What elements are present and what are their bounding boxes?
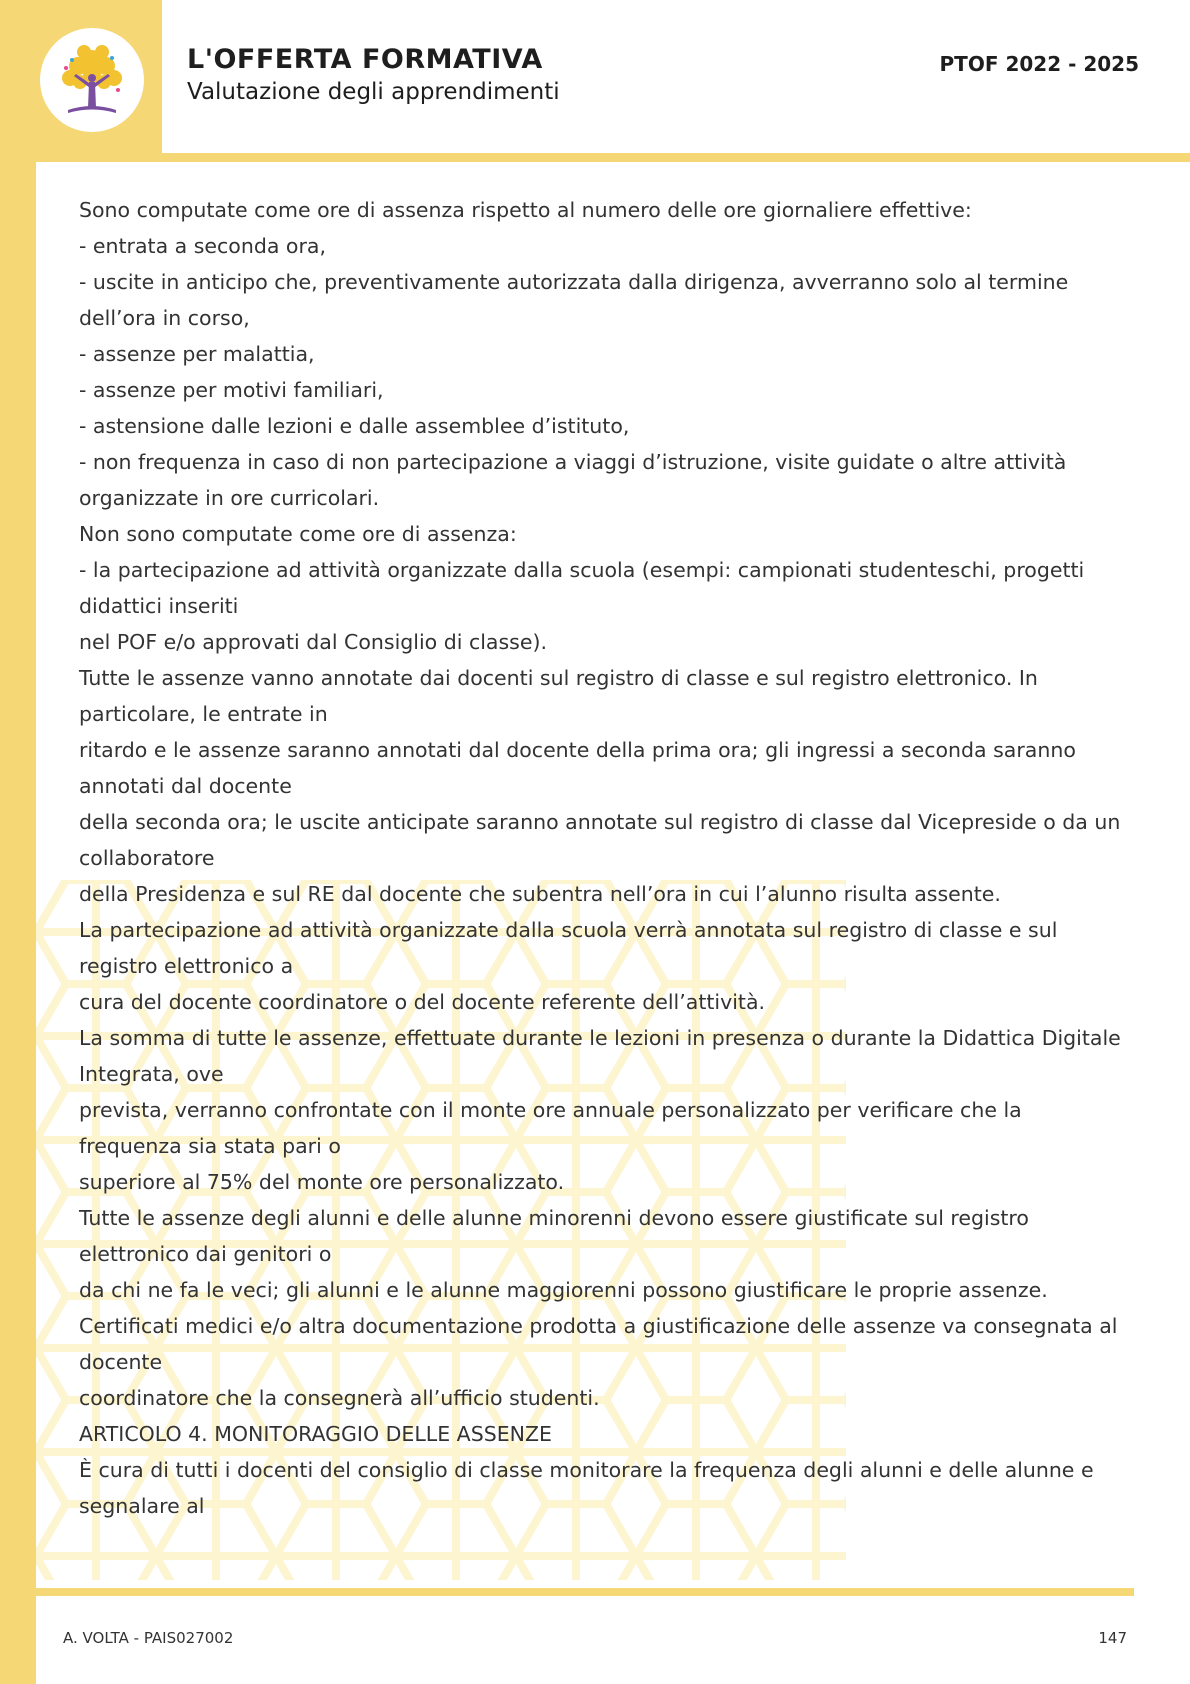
body-line: superiore al 75% del monte ore personalizzato.	[79, 1170, 565, 1194]
body-line: - la partecipazione ad attività organizzate dalla scuola (esempi: campionati studenteschi, progetti	[79, 558, 1085, 582]
page-subtitle: Valutazione degli apprendimenti	[187, 79, 560, 105]
body-line: - astensione dalle lezioni e dalle assemblee d’istituto,	[79, 414, 630, 438]
body-line: collaboratore	[79, 846, 215, 870]
logo-circle	[40, 28, 144, 132]
body-line: Integrata, ove	[79, 1062, 224, 1086]
body-line: da chi ne fa le veci; gli alunni e le alunne maggiorenni possono giustificare le proprie assenze.	[79, 1278, 1048, 1302]
body-line: nel POF e/o approvati dal Consiglio di classe).	[79, 630, 547, 654]
body-line: - entrata a seconda ora,	[79, 234, 326, 258]
body-line: - assenze per malattia,	[79, 342, 315, 366]
body-line: particolare, le entrate in	[79, 702, 328, 726]
left-decorative-band	[0, 0, 36, 1684]
body-line: elettronico dai genitori o	[79, 1242, 332, 1266]
body-line: docente	[79, 1350, 163, 1374]
body-line: organizzate in ore curricolari.	[79, 486, 380, 510]
body-line: È cura di tutti i docenti del consiglio di classe monitorare la frequenza degli alunni e delle alunne e	[79, 1458, 1094, 1482]
body-line: - assenze per motivi familiari,	[79, 378, 384, 402]
body-line: ARTICOLO 4. MONITORAGGIO DELLE ASSENZE	[79, 1422, 553, 1446]
body-line: cura del docente coordinatore o del docente referente dell’attività.	[79, 990, 766, 1014]
body-line: coordinatore che la consegnerà all’ufficio studenti.	[79, 1386, 600, 1410]
body-line: prevista, verranno confrontate con il monte ore annuale personalizzato per verificare che la	[79, 1098, 1022, 1122]
body-line: dell’ora in corso,	[79, 306, 250, 330]
body-line: ritardo e le assenze saranno annotati dal docente della prima ora; gli ingressi a seconda saranno	[79, 738, 1076, 762]
body-line: della Presidenza e sul RE dal docente che subentra nell’ora in cui l’alunno risulta assente.	[79, 882, 1001, 906]
body-line: registro elettronico a	[79, 954, 294, 978]
logo-panel	[0, 0, 162, 160]
page-title: L'OFFERTA FORMATIVA	[187, 44, 543, 75]
body-text	[79, 192, 1119, 1524]
body-line: La partecipazione ad attività organizzate dalla scuola verrà annotata sul registro di classe e sul	[79, 918, 1058, 942]
body-line: La somma di tutte le assenze, effettuate durante le lezioni in presenza o durante la Didattica Digitale	[79, 1026, 1121, 1050]
body-line: frequenza sia stata pari o	[79, 1134, 341, 1158]
body-line: didattici inseriti	[79, 594, 239, 618]
body-line: annotati dal docente	[79, 774, 292, 798]
body-line: della seconda ora; le uscite anticipate saranno annotate sul registro di classe dal Vicepreside o da un	[79, 810, 1121, 834]
body-line: - non frequenza in caso di non partecipazione a viaggi d’istruzione, visite guidate o altre attività	[79, 450, 1067, 474]
body-line: Tutte le assenze vanno annotate dai docenti sul registro di classe e sul registro elettronico. In	[79, 666, 1038, 690]
body-line: Tutte le assenze degli alunni e delle alunne minorenni devono essere giustificate sul registro	[79, 1206, 1029, 1230]
body-line: segnalare al	[79, 1494, 205, 1518]
footer-school: A. VOLTA - PAIS027002	[63, 1629, 234, 1647]
body-line: - uscite in anticipo che, preventivamente autorizzata dalla dirigenza, avverranno solo al termine	[79, 270, 1069, 294]
body-line: Certificati medici e/o altra documentazione prodotta a giustificazione delle assenze va consegnata al	[79, 1314, 1118, 1338]
ptof-label: PTOF 2022 - 2025	[939, 52, 1139, 76]
body-line: Non sono computate come ore di assenza:	[79, 522, 517, 546]
header-divider	[36, 153, 1190, 162]
tree-logo-icon	[52, 38, 132, 122]
page-number: 147	[1098, 1629, 1127, 1647]
body-line: Sono computate come ore di assenza rispetto al numero delle ore giornaliere effettive:	[79, 198, 972, 222]
footer-divider	[36, 1588, 1134, 1596]
